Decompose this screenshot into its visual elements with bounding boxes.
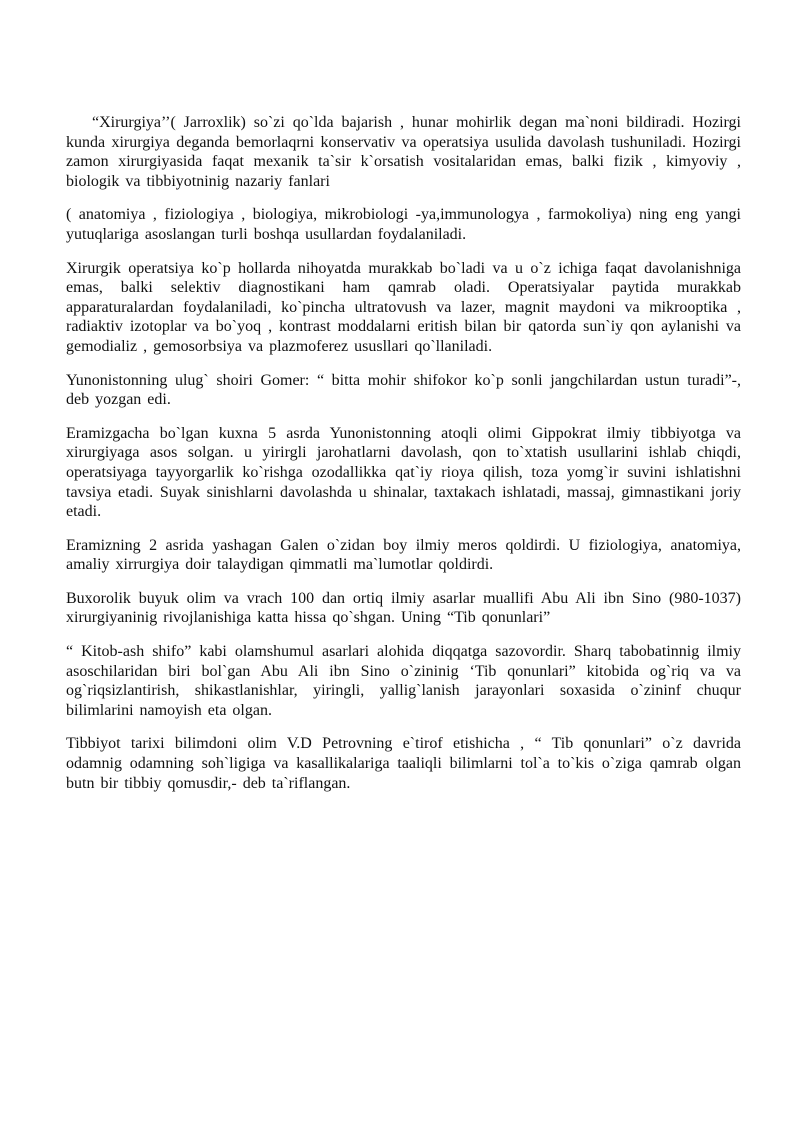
document-page: [66, 113, 741, 807]
paragraph-7: Buxorolik buyuk olim va vrach 100 dan ortiq ilmiy asarlar muallifi Abu Ali ibn Sino (980-1037) xirurgiyaninig rivojlanishiga katta hissa qo`shgan. Uning “Tib qonunlari”: [66, 589, 741, 627]
paragraph-9: Tibbiyot tarixi bilimdoni olim V.D Petrovning e`tirof etishicha , “ Tib qonunlari” o`z davrida odamnig odamning soh`ligiga va kasallikalariga taaliqli bilimlarni tol`a to`kis o`ziga qamrab olgan butn bir tibbiy qomusdir,- deb ta`riflangan.: [66, 735, 741, 792]
paragraph-6: Eramizning 2 asrida yashagan Galen o`zidan boy ilmiy meros qoldirdi. U fiziologiya, anatomiya, amaliy xirrurgiya doir talaydigan qimmatli ma`lumotlar qoldirdi.: [66, 536, 741, 574]
paragraph-3: Xirurgik operatsiya ko`p hollarda nihoyatda murakkab bo`ladi va u o`z ichiga faqat davolanishniga emas, balki selektiv diagnostikani ham qamrab oladi. Operatsiyalar paytida murakkab apparaturalardan foydalaniladi, ko`pincha ultratovush va lazer, magnit maydoni va mikrooptika , radiaktiv izotoplar va bo`yoq , kontrast moddalarni eritish bilan bir qatorda sun`iy qon aylanishi va gemodializ , gemosorbsiya va plazmoferez ususllari qo`llaniladi.: [66, 259, 741, 355]
paragraph-8: “ Kitob-ash shifo” kabi olamshumul asarlari alohida diqqatga sazovordir. Sharq tabobatinnig ilmiy asoschilaridan biri bol`gan Abu Ali ibn Sino o`zininig ‘Tib qonunlari” kitobida og`riq va va og`riqsizlantirish, shikastlanishlar, yiringli, yallig`lanish jarayonlari soxasida o`zininf chuqur bilimlarini namoyish eta olgan.: [66, 643, 741, 719]
paragraph-4: Yunonistonning ulug` shoiri Gomer: “ bitta mohir shifokor ko`p sonli jangchilardan ustun turadi”-, deb yozgan edi.: [66, 371, 741, 409]
paragraph-2: ( anatomiya , fiziologiya , biologiya, mikrobiologi -ya,immunologya , farmokoliya) ning eng yangi yutuqlariga asoslangan turli boshqa usullardan foydalaniladi.: [66, 206, 741, 243]
paragraph-1: “Xirurgiya’’( Jarroxlik) so`zi qo`lda bajarish , hunar mohirlik degan ma`noni bildiradi. Hozirgi kunda xirurgiya deganda bemorlaqrni konservativ va operatsiya usulida davolash tushuniladi. Hozirgi zamon xirurgiyasida faqat mexanik ta`sir k`orsatish vositalaridan emas, balki fizik , kimyoviy , biologik va tibbiyotninig nazariy fanlari: [66, 114, 741, 190]
paragraph-5: Eramizgacha bo`lgan kuxna 5 asrda Yunonistonning atoqli olimi Gippokrat ilmiy tibbiyotga va xirurgiyaga asos solgan. u yirirgli jarohatlarni davolash, qon to`xtatish usullarini ishlab chiqdi, operatsiyaga tayyorgarlik ko`rishga ozodallikka qat`iy rioya qilish, toza yomg`ir suvini ishlatishni tavsiya etadi. Suyak sinishlarni davolashda u shinalar, taxtakach ishlatadi, massaj, gimnastikani joriy etadi.: [66, 424, 741, 521]
